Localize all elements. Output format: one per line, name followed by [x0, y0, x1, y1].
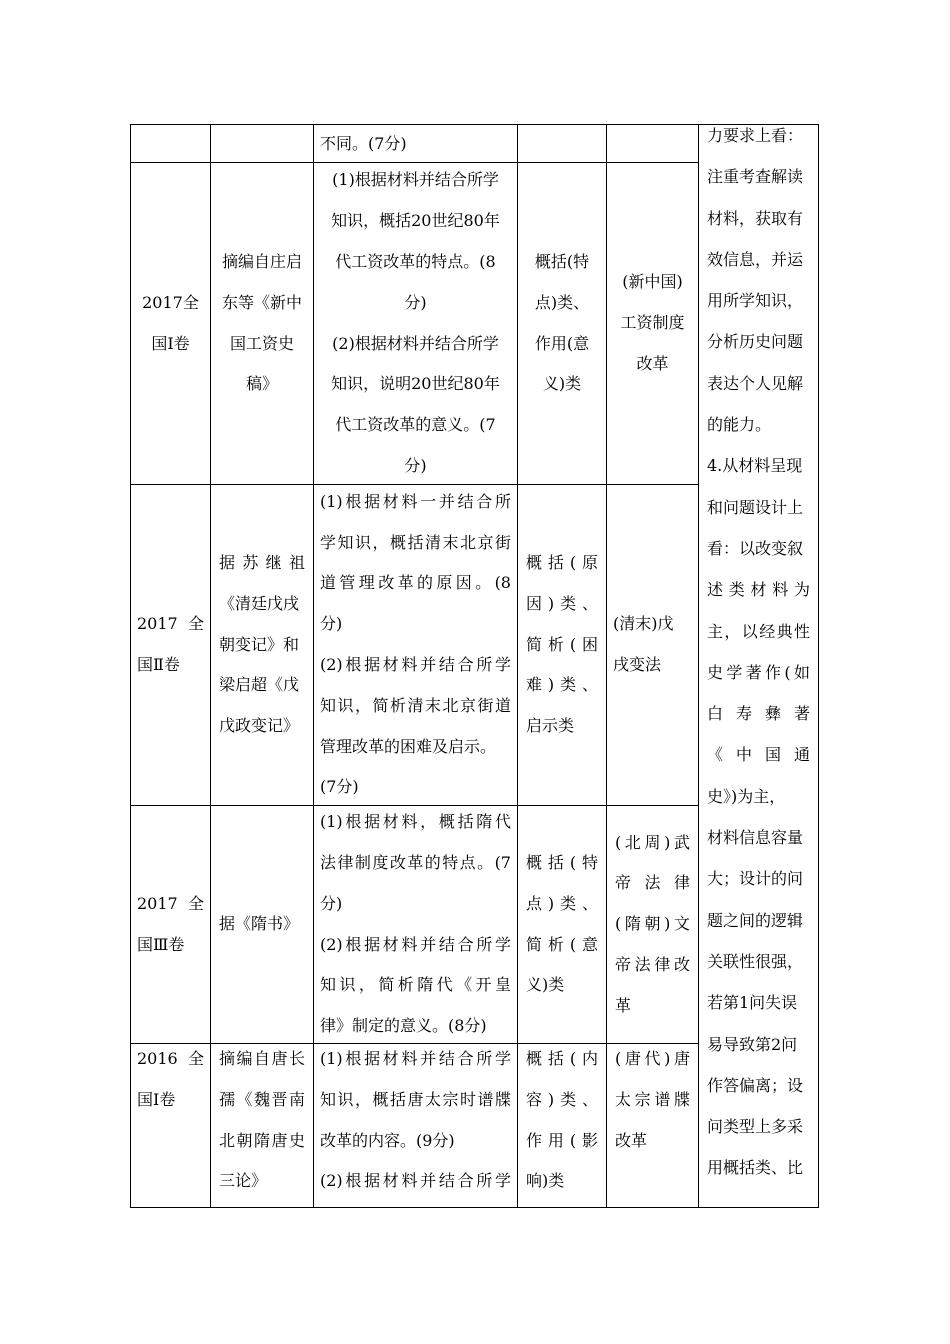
- question-line: (1)根据材料，概括隋代: [320, 812, 511, 832]
- topic-line: 太宗谱牒: [615, 1089, 690, 1109]
- type-line: 简析(困: [526, 634, 598, 654]
- type-line: 概括(特: [526, 852, 598, 872]
- topic-line: 改革: [636, 353, 669, 373]
- topic-line: (新中国): [622, 272, 683, 292]
- question-line: (2)根据材料并结合所学: [332, 333, 499, 353]
- question-line: 知识，概括20世纪80年: [331, 211, 500, 231]
- source-line: 三论》: [219, 1171, 268, 1191]
- exam-line: 2017 全: [137, 614, 204, 634]
- topic-line: (北周)武: [615, 832, 690, 852]
- question-line: (1)根据材料并结合所学: [332, 170, 499, 190]
- question-line: 不同。(7分): [320, 133, 407, 153]
- notes-line: 材料信息容量: [707, 828, 804, 848]
- question-line: 代工资改革的特点。(8: [335, 251, 496, 271]
- notes-line: 用概括类、比: [707, 1158, 804, 1178]
- source-cell: [211, 485, 313, 805]
- exam-cell: [131, 806, 210, 1043]
- question-line: 知识，概括唐太宗时谱牒: [320, 1089, 511, 1109]
- question-line: (1)根据材料一并结合所: [320, 491, 511, 511]
- source-line: 梁启超《戊: [219, 675, 300, 695]
- question-line: (2)根据材料并结合所学: [320, 1171, 511, 1191]
- notes-line: 史学著作(如: [707, 662, 810, 682]
- notes-line: 分析历史问题: [707, 332, 804, 352]
- question-cell: [314, 163, 517, 484]
- source-line: 朝变记》和: [219, 634, 300, 654]
- notes-line: 看：以改变叙: [707, 538, 804, 558]
- question-cell: [314, 485, 517, 805]
- question-line: (7分): [320, 777, 359, 797]
- topic-line: 改革: [615, 1130, 648, 1150]
- type-cell: [518, 806, 606, 1043]
- topic-line: 帝法律: [615, 873, 690, 893]
- source-line: 北朝隋唐史: [219, 1130, 305, 1150]
- question-line: 改革的内容。(9分): [320, 1130, 455, 1150]
- type-line: 容)类、: [526, 1089, 598, 1109]
- question-cell: [314, 1039, 517, 1204]
- type-line: 作用(意: [534, 333, 590, 353]
- notes-line: 用所学知识，: [707, 291, 804, 311]
- question-line: 分): [404, 455, 427, 475]
- source-line: 稿》: [245, 374, 278, 394]
- topic-line: 革: [615, 995, 632, 1015]
- source-cell: [211, 1039, 313, 1204]
- question-line: 法律制度改革的特点。(7: [320, 852, 511, 872]
- type-line: 义)类: [542, 374, 582, 394]
- topic-cell: [607, 485, 698, 805]
- exam-cell: [131, 485, 210, 805]
- source-line: 国工资史: [229, 333, 294, 353]
- source-line: 摘编自唐长: [219, 1049, 305, 1068]
- question-line: 律》制定的意义。(8分): [320, 1016, 487, 1036]
- notes-line: 材料，获取有: [707, 208, 804, 228]
- type-line: 点)类、: [526, 893, 598, 913]
- topic-cell: [607, 806, 698, 1043]
- topic-line: 工资制度: [620, 313, 685, 333]
- type-line: 启示类: [526, 716, 575, 736]
- type-line: 义)类: [526, 975, 565, 995]
- notes-line: 史》)为主，: [707, 786, 786, 806]
- source-cell: [211, 163, 313, 484]
- question-cell: [314, 806, 517, 1043]
- topic-line: 戌变法: [613, 655, 662, 674]
- type-cell: [518, 163, 606, 484]
- topic-cell: [607, 163, 698, 484]
- question-line: 知识，简析清末北京街道: [320, 695, 511, 715]
- type-line: 概括(特: [534, 251, 590, 271]
- type-line: 简析(意: [526, 934, 598, 954]
- exam-cell: [131, 1039, 210, 1204]
- source-line: 《清廷戊戌: [219, 593, 300, 613]
- type-line: 点)类、: [534, 292, 590, 312]
- exam-line: 2017 全: [137, 893, 204, 913]
- exam-line: 国Ⅱ卷: [137, 655, 180, 674]
- type-cell: [518, 485, 606, 805]
- notes-line: 《中国通: [707, 745, 810, 765]
- topic-cell: [607, 1039, 698, 1204]
- notes-line: 白寿彝著: [707, 704, 810, 724]
- source-line: 孺《魏晋南: [219, 1089, 305, 1109]
- question-line: 知识，简析隋代《开皇: [320, 975, 511, 995]
- exam-line: 2016 全: [137, 1049, 204, 1068]
- question-line: 分): [320, 614, 343, 634]
- type-cell: [518, 1039, 606, 1204]
- notes-line: 力要求上看：: [707, 126, 804, 145]
- topic-line: (唐代)唐: [615, 1049, 690, 1068]
- topic-line: 帝法律改: [615, 954, 690, 974]
- type-line: 作用(影: [526, 1130, 598, 1150]
- topic-line: (清末)戊: [613, 614, 674, 634]
- question-line: (1)根据材料并结合所学: [320, 1049, 511, 1068]
- exam-line: 国Ⅰ卷: [137, 1089, 176, 1109]
- notes-line: 注重考查解读: [707, 167, 804, 187]
- notes-line: 4.从材料呈现: [707, 456, 803, 476]
- notes-line: 题之间的逻辑: [707, 910, 804, 930]
- question-line: (2)根据材料并结合所学: [320, 934, 511, 954]
- source-line: 据《隋书》: [219, 914, 300, 934]
- type-line: 概括(原: [526, 553, 598, 572]
- notes-line: 易导致第2问: [707, 1034, 798, 1054]
- notes-line: 作答偏离；设: [707, 1075, 804, 1095]
- question-line: 管理改革的困难及启示。: [320, 736, 497, 756]
- notes-line: 效信息，并运: [707, 249, 804, 269]
- question-line: 道管理改革的原因。(8: [320, 573, 511, 593]
- question-cell: [314, 125, 517, 162]
- type-line: 因)类、: [526, 593, 598, 613]
- source-line: 据苏继祖: [219, 553, 305, 572]
- notes-line: 的能力。: [707, 415, 772, 435]
- source-line: 摘编自庄启: [221, 251, 302, 271]
- exam-cell: [131, 163, 210, 484]
- question-line: 分): [404, 292, 427, 312]
- type-line: 响)类: [526, 1171, 565, 1191]
- exam-line: 国Ⅲ卷: [137, 934, 185, 954]
- notes-line: 表达个人见解: [707, 373, 804, 393]
- source-cell: [211, 806, 313, 1043]
- question-line: 学知识，概括清末北京街: [320, 532, 511, 552]
- table-border-bottom: [130, 1207, 819, 1208]
- question-line: 分): [320, 893, 343, 913]
- notes-cell: [699, 115, 818, 1205]
- type-line: 难)类、: [526, 675, 598, 695]
- notes-line: 关联性很强，: [707, 951, 804, 971]
- source-line: 戊政变记》: [219, 716, 300, 736]
- topic-line: (隋朝)文: [615, 914, 690, 934]
- question-line: (2)根据材料并结合所学: [320, 655, 511, 674]
- notes-line: 述类材料为: [707, 580, 810, 600]
- notes-line: 主，以经典性: [707, 621, 810, 641]
- notes-line: 若第1问失误: [707, 993, 798, 1013]
- exam-line: 国Ⅰ卷: [151, 333, 190, 353]
- table-border-right: [818, 124, 819, 1208]
- source-line: 东等《新中: [221, 292, 302, 312]
- exam-line: 2017全: [142, 292, 199, 312]
- notes-line: 和问题设计上: [707, 497, 804, 517]
- type-line: 概括(内: [526, 1049, 598, 1068]
- notes-line: 大；设计的问: [707, 869, 804, 889]
- question-line: 知识，说明20世纪80年: [331, 374, 500, 394]
- question-line: 代工资改革的意义。(7: [335, 415, 496, 435]
- notes-line: 问类型上多采: [707, 1117, 804, 1137]
